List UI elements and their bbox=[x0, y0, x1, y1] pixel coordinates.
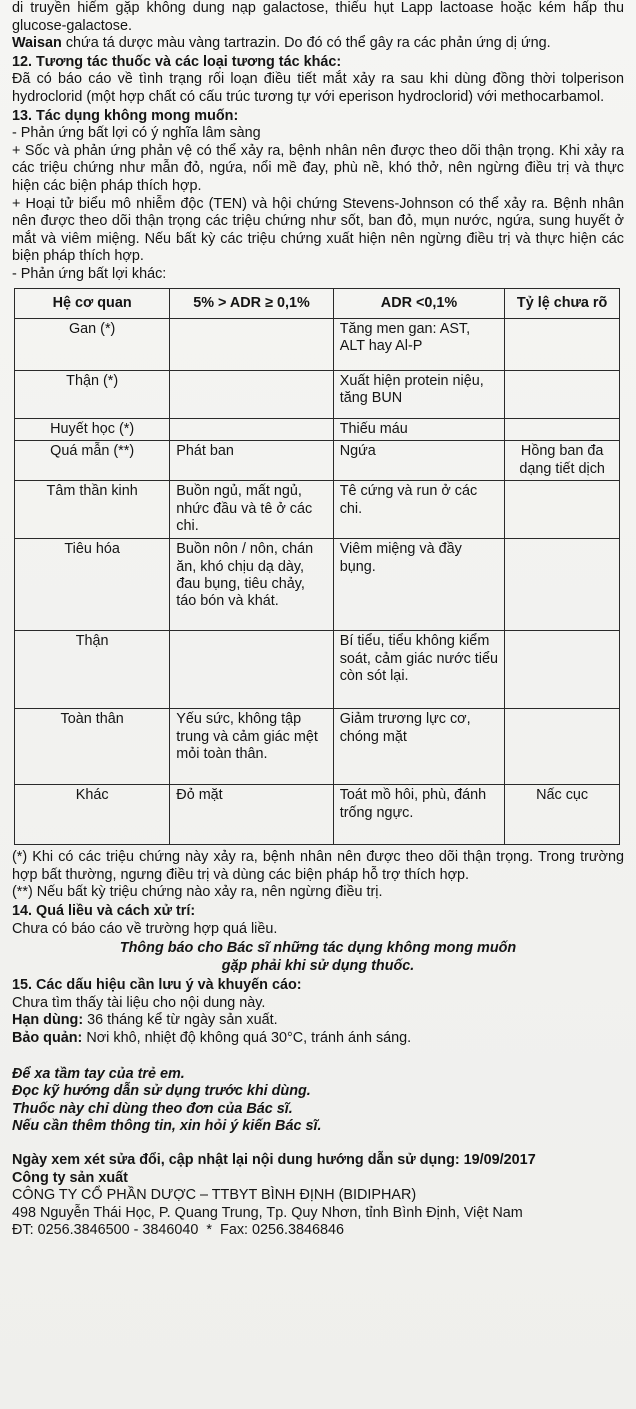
section-13-line: + Hoại tử biểu mô nhiễm độc (TEN) và hội chứng Stevens-Johnson có thể xảy ra. Bệnh nhân nên được theo dõi thận trọng các triệu chứng như sốt, ban đỏ, mụn nước, ngứa, sung huyết ở mắt và viêm miệng. Nếu bất kỳ các triệu chứng xuất hiện nên ngừng điều trị và thực hiện các biện pháp thích hợp. bbox=[12, 195, 624, 265]
warning-line: Đọc kỹ hướng dẫn sử dụng trước khi dùng. bbox=[12, 1083, 311, 1100]
company-address: 498 Nguyễn Thái Học, P. Quang Trung, Tp. Quy Nhơn, tỉnh Bình Định, Việt Nam bbox=[12, 1204, 523, 1221]
waisan-text: chứa tá dược màu vàng tartrazin. Do đó có thể gây ra các phản ứng dị ứng. bbox=[61, 35, 551, 52]
table-cell: Hồng ban đa dạng tiết dịch bbox=[505, 441, 620, 481]
table-footnote-1: (*) Khi có các triệu chứng này xảy ra, bệnh nhân nên được theo dõi thận trọng. Trong trường hợp bất thường, ngưng điều trị và dùng các biện pháp hỗ trợ thích hợp. bbox=[12, 849, 624, 883]
storage bbox=[12, 1030, 624, 1048]
section-14-heading: 14. Quá liều và cách xử trí: bbox=[12, 902, 196, 919]
section-14-body: Chưa có báo cáo về trường hợp quá liều. bbox=[12, 920, 278, 937]
company-phone: ĐT: 0256.3846500 - 3846040 * Fax: 0256.3846846 bbox=[12, 1222, 345, 1239]
table-cell: Thận bbox=[15, 631, 170, 709]
warning-line: Thuốc này chỉ dùng theo đơn của Bác sĩ. bbox=[12, 1100, 293, 1117]
table-cell: Bí tiểu, tiểu không kiểm soát, cảm giác nước tiểu còn sót lại. bbox=[333, 631, 505, 709]
adverse-reactions-table bbox=[14, 288, 620, 846]
table-cell: Quá mẫn (**) bbox=[15, 441, 170, 481]
table-cell: Tâm thần kinh bbox=[15, 481, 170, 539]
table-cell: Viêm miệng và đầy bụng. bbox=[333, 539, 505, 631]
table-row bbox=[15, 441, 620, 481]
table-header-cell: 5% > ADR ≥ 0,1% bbox=[170, 288, 333, 318]
table-cell bbox=[505, 318, 620, 370]
table-header-cell: Tỷ lệ chưa rõ bbox=[505, 288, 620, 318]
table-cell: Buồn ngủ, mất ngủ, nhức đầu và tê ở các chi. bbox=[170, 481, 333, 539]
table-cell: Phát ban bbox=[170, 441, 333, 481]
doctor-notice-line: gặp phải khi sử dụng thuốc. bbox=[221, 957, 415, 974]
warning-line: Nếu cần thêm thông tin, xin hỏi ý kiến Bác sĩ. bbox=[12, 1118, 322, 1135]
intro-text: di truyền hiếm gặp không dung nạp galactose, thiếu hụt Lapp lactoase hoặc kém hấp thu glucose-galactose. bbox=[12, 0, 624, 34]
table-cell: Xuất hiện protein niệu, tăng BUN bbox=[333, 370, 505, 418]
section-15-heading: 15. Các dấu hiệu cần lưu ý và khuyến cáo: bbox=[12, 977, 302, 994]
table-cell: Buồn nôn / nôn, chán ăn, khó chịu dạ dày, đau bụng, tiêu chảy, táo bón và khát. bbox=[170, 539, 333, 631]
table-cell: Thận (*) bbox=[15, 370, 170, 418]
table-cell: Toát mồ hôi, phù, đánh trống ngực. bbox=[333, 785, 505, 845]
manufacturer-label: Công ty sản xuất bbox=[12, 1169, 128, 1186]
review-date: Ngày xem xét sửa đổi, cập nhật lại nội dung hướng dẫn sử dụng: 19/09/2017 bbox=[12, 1152, 536, 1169]
section-13-heading: 13. Tác dụng không mong muốn: bbox=[12, 107, 239, 124]
table-cell: Khác bbox=[15, 785, 170, 845]
table-row bbox=[15, 318, 620, 370]
table-cell: Tăng men gan: AST, ALT hay Al-P bbox=[333, 318, 505, 370]
table-row bbox=[15, 785, 620, 845]
waisan-name: Waisan bbox=[12, 35, 62, 52]
company-name: CÔNG TY CỔ PHẦN DƯỢC – TTBYT BÌNH ĐỊNH (BIDIPHAR) bbox=[12, 1187, 417, 1204]
table-header-cell: Hệ cơ quan bbox=[15, 288, 170, 318]
table-cell: Tê cứng và run ở các chi. bbox=[333, 481, 505, 539]
table-cell bbox=[170, 631, 333, 709]
doctor-notice bbox=[12, 940, 624, 975]
storage-label: Bảo quản: bbox=[12, 1030, 83, 1047]
table-cell bbox=[170, 318, 333, 370]
table-cell: Huyết học (*) bbox=[15, 418, 170, 440]
table-cell: Thiếu máu bbox=[333, 418, 505, 440]
table-row bbox=[15, 481, 620, 539]
table-cell: Yếu sức, không tập trung và cảm giác mệt mỏi toàn thân. bbox=[170, 709, 333, 785]
table-cell: Đỏ mặt bbox=[170, 785, 333, 845]
section-12-heading: 12. Tương tác thuốc và các loại tương tác khác: bbox=[12, 53, 342, 70]
shelf-life bbox=[12, 1012, 624, 1030]
table-row bbox=[15, 370, 620, 418]
section-13-line: + Sốc và phản ứng phản vệ có thể xảy ra, bệnh nhân nên được theo dõi thận trọng. Khi xảy ra các triệu chứng như mẫn đỏ, ngứa, nổi mề đay, phù nề, khó thở, nên ngừng điều trị và thực hiện các biện pháp thích hợp. bbox=[12, 142, 624, 194]
section-12-body: Đã có báo cáo về tình trạng rối loạn điều tiết mắt xảy ra sau khi dùng đồng thời tolperison hydroclorid (một hợp chất có cấu trúc tương tự với eperison hydroclorid) với methocarbamol. bbox=[12, 71, 624, 105]
table-cell: Tiêu hóa bbox=[15, 539, 170, 631]
table-cell bbox=[505, 370, 620, 418]
table-cell: Giảm trương lực cơ, chóng mặt bbox=[333, 709, 505, 785]
table-cell bbox=[505, 631, 620, 709]
table-cell bbox=[505, 539, 620, 631]
table-row bbox=[15, 418, 620, 440]
table-cell: Nấc cục bbox=[505, 785, 620, 845]
table-row bbox=[15, 709, 620, 785]
table-cell bbox=[505, 709, 620, 785]
shelf-life-value: 36 tháng kể từ ngày sản xuất. bbox=[83, 1012, 278, 1029]
doctor-notice-line: Thông báo cho Bác sĩ những tác dụng không mong muốn bbox=[119, 940, 517, 957]
shelf-life-label: Hạn dùng: bbox=[12, 1012, 84, 1029]
table-footnote-2: (**) Nếu bất kỳ triệu chứng nào xảy ra, nên ngừng điều trị. bbox=[12, 884, 383, 901]
table-cell: Toàn thân bbox=[15, 709, 170, 785]
table-cell bbox=[170, 370, 333, 418]
table-cell bbox=[170, 418, 333, 440]
storage-value: Nơi khô, nhiệt độ không quá 30°C, tránh ánh sáng. bbox=[82, 1030, 412, 1047]
table-row bbox=[15, 631, 620, 709]
warning-line: Để xa tầm tay của trẻ em. bbox=[12, 1065, 185, 1082]
section-15-body: Chưa tìm thấy tài liệu cho nội dung này. bbox=[12, 994, 266, 1011]
table-cell: Gan (*) bbox=[15, 318, 170, 370]
section-13-line: - Phản ứng bất lợi khác: bbox=[12, 265, 167, 282]
section-13-line: - Phản ứng bất lợi có ý nghĩa lâm sàng bbox=[12, 125, 261, 142]
table-cell bbox=[505, 418, 620, 440]
table-header-cell: ADR <0,1% bbox=[333, 288, 505, 318]
waisan-paragraph bbox=[12, 35, 624, 53]
table-row bbox=[15, 539, 620, 631]
table-header-row bbox=[15, 288, 620, 318]
table-cell bbox=[505, 481, 620, 539]
table-cell: Ngứa bbox=[333, 441, 505, 481]
